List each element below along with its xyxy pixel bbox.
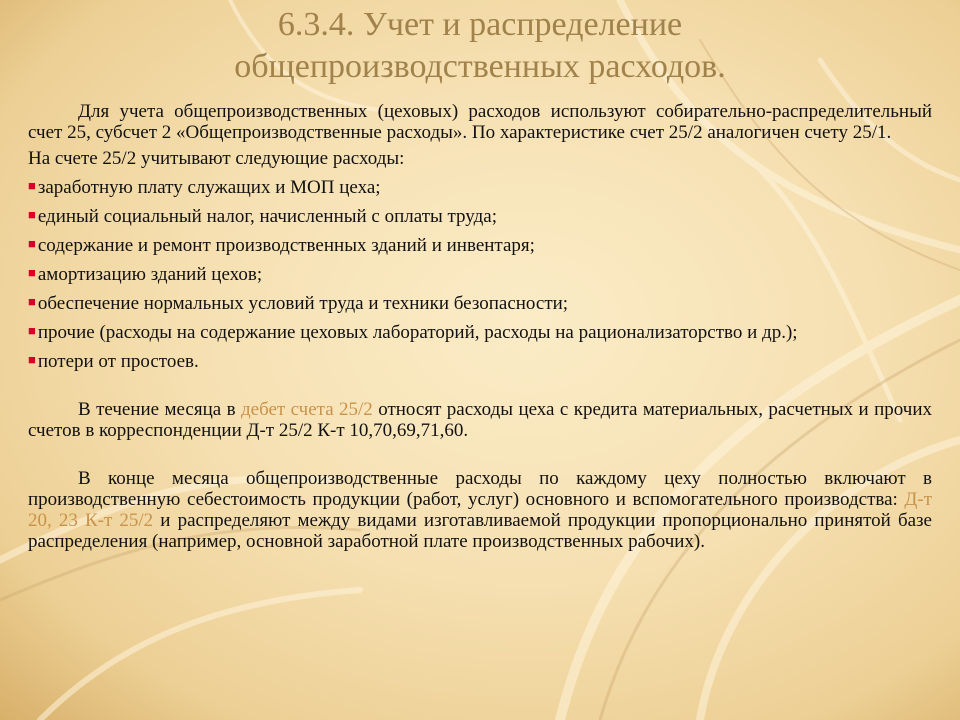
posting-highlight: Д-т 20, 23 К-т 25/2: [28, 489, 932, 531]
list-heading: На счете 25/2 учитывают следующие расходы:: [28, 148, 405, 169]
debit-paragraph: В течение месяца в дебет счета 25/2 относят расходы цеха с кредита материальных, расчетных и прочих счетов в корреспонденции Д-т 25/2 К-т 10,70,69,71,60.: [28, 399, 932, 441]
title-line-2: общепроизводственных расходов.: [234, 48, 726, 85]
intro-paragraph: Для учета общепроизводственных (цеховых) расходов используют собирательно-распределительный счет 25, субсчет 2 «Общепроизводственные расходы». По характеристике счет 25/2 аналогичен счету 25/1.: [28, 101, 932, 143]
slide-body: [28, 101, 932, 552]
list-item: ■ потери от простоев.: [28, 351, 199, 372]
list-item: ■ единый социальный налог, начисленный с оплаты труда;: [28, 206, 497, 227]
list-item: ■ прочие (расходы на содержание цеховых лабораторий, расходы на рационализаторство и др.);: [28, 322, 798, 343]
bullet-square-icon: ■: [28, 323, 36, 338]
allocation-paragraph: В конце месяца общепроизводственные расходы по каждому цеху полностью включают в производственную себестоимость продукции (работ, услуг) основного и вспомогательного производства: Д-т 20, 23 К-т 25/2 и распределяют между видами изготавливаемой продукции пропорционально принятой базе распределения (например, основной заработной плате производственных рабочих).: [28, 468, 932, 552]
list-item: ■ обеспечение нормальных условий труда и техники безопасности;: [28, 293, 569, 314]
bullet-square-icon: ■: [28, 178, 36, 193]
list-item: ■ амортизацию зданий цехов;: [28, 264, 263, 285]
bullet-square-icon: ■: [28, 236, 36, 251]
bullet-square-icon: ■: [28, 352, 36, 367]
list-item: ■ заработную плату служащих и МОП цеха;: [28, 177, 381, 198]
slide-title: [20, 4, 940, 88]
debit-highlight: дебет счета 25/2: [240, 399, 373, 420]
bullet-square-icon: ■: [28, 294, 36, 309]
list-item: ■ содержание и ремонт производственных зданий и инвентаря;: [28, 235, 535, 256]
title-line-1: 6.3.4. Учет и распределение: [277, 6, 683, 43]
bullet-square-icon: ■: [28, 265, 36, 280]
expense-list: [28, 175, 932, 372]
bullet-square-icon: ■: [28, 207, 36, 222]
